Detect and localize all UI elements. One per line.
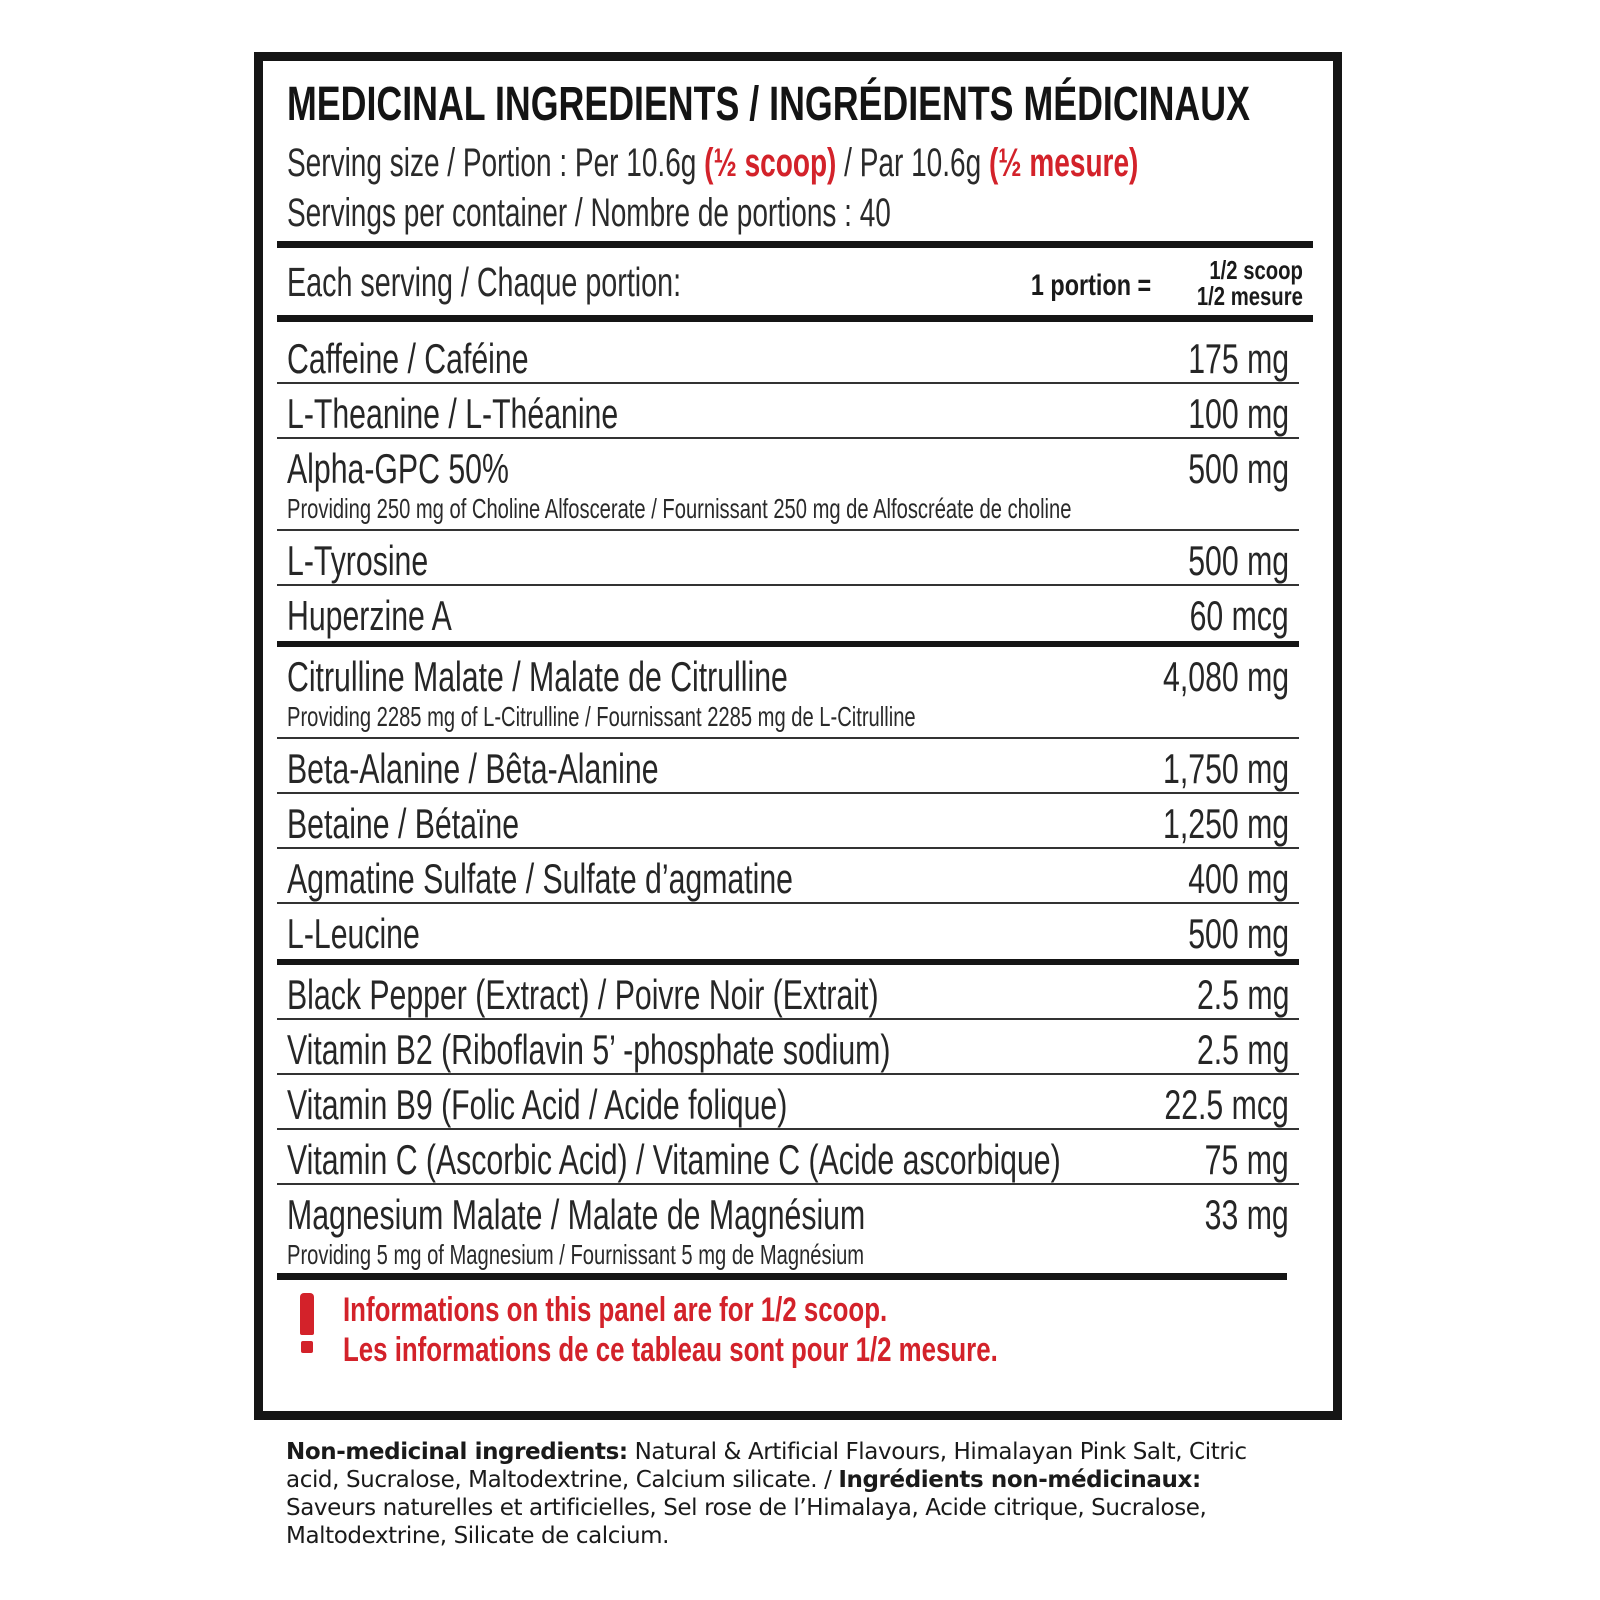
ingredient-name: Black Pepper (Extract) / Poivre Noir (Extrait)	[287, 971, 879, 1018]
ingredient-name: Citrulline Malate / Malate de Citrulline	[287, 653, 788, 700]
ingredient-row	[277, 904, 1299, 959]
ingredient-row	[277, 439, 1299, 531]
ingredient-row	[277, 739, 1299, 794]
divider	[277, 315, 1313, 322]
ingredient-row	[277, 647, 1299, 739]
serving-per-en: Per 10.6g	[574, 141, 697, 185]
ingredient-row	[277, 586, 1299, 641]
ingredient-amount: 500 mg	[1188, 445, 1289, 492]
servings-per-container: Servings per container / Nombre de portions : 40	[287, 191, 891, 235]
ingredient-row	[277, 1130, 1299, 1185]
portion-equivalence	[1003, 255, 1303, 315]
ingredient-amount: 500 mg	[1188, 910, 1289, 957]
warning-line-en: Informations on this panel are for 1/2 scoop.	[343, 1291, 888, 1329]
ingredient-name: Vitamin C (Ascorbic Acid) / Vitamine C (Acide ascorbique)	[287, 1136, 1061, 1183]
ingredient-row	[277, 849, 1299, 904]
non-medicinal-text-fr: Saveurs naturelles et artificielles, Sel rose de l’Himalaya, Acide citrique, Sucralose, Maltodextrine, Silicate de calcium.	[286, 1495, 1207, 1549]
serving-separator: /	[844, 141, 852, 185]
ingredient-name: Alpha-GPC 50%	[287, 445, 509, 492]
exclamation-icon	[295, 1293, 319, 1355]
ingredient-amount: 1,250 mg	[1162, 800, 1289, 847]
ingredient-name: L-Tyrosine	[287, 537, 429, 584]
non-medicinal-label-fr: Ingrédients non-médicinaux:	[838, 1467, 1201, 1493]
ingredient-amount: 60 mcg	[1189, 592, 1289, 639]
ingredient-name: Agmatine Sulfate / Sulfate d’agmatine	[287, 855, 793, 902]
ingredient-amount: 33 mg	[1204, 1191, 1289, 1238]
ingredient-row	[277, 384, 1299, 439]
portion-eq-label: 1 portion =	[1030, 269, 1151, 302]
warning-line-fr: Les informations de ce tableau sont pour 1/2 mesure.	[343, 1331, 998, 1369]
serving-size-line	[287, 141, 1138, 186]
ingredient-name: Caffeine / Caféine	[287, 335, 529, 382]
ingredient-name: Magnesium Malate / Malate de Magnésium	[287, 1191, 866, 1238]
portion-scoop: 1/2 scoop	[1209, 255, 1303, 285]
ingredient-name: L-Leucine	[287, 910, 420, 957]
non-medicinal-label-en: Non-medicinal ingredients:	[286, 1439, 628, 1465]
ingredient-note: Providing 250 mg of Choline Alfoscerate / Fournissant 250 mg de Alfoscréate de choline	[287, 493, 1072, 524]
non-medicinal-ingredients	[286, 1438, 1296, 1550]
ingredient-amount: 4,080 mg	[1162, 653, 1289, 700]
serving-size-label: Serving size / Portion :	[287, 141, 568, 185]
ingredient-amount: 500 mg	[1188, 537, 1289, 584]
ingredient-amount: 100 mg	[1188, 390, 1289, 437]
ingredient-note: Providing 2285 mg of L-Citrulline / Fournissant 2285 mg de L-Citrulline	[287, 701, 916, 732]
ingredient-row	[277, 1020, 1299, 1075]
ingredient-row	[277, 965, 1299, 1020]
ingredient-name: Huperzine A	[287, 592, 452, 639]
ingredient-note: Providing 5 mg of Magnesium / Fournissant 5 mg de Magnésium	[287, 1239, 865, 1270]
serving-scoop-en: (½ scoop)	[704, 141, 837, 185]
ingredient-amount: 1,750 mg	[1162, 745, 1289, 792]
each-serving-label: Each serving / Chaque portion:	[287, 259, 682, 305]
serving-per-fr: Par 10.6g	[859, 141, 982, 185]
portion-mesure: 1/2 mesure	[1197, 281, 1303, 311]
non-medicinal-text-en: Natural & Artificial Flavours, Himalayan Pink Salt, Citric acid, Sucralose, Maltodextrine, Calcium silicate. /	[286, 1439, 1247, 1493]
ingredient-amount: 22.5 mcg	[1164, 1081, 1289, 1128]
medicinal-ingredients-panel	[254, 52, 1342, 1420]
ingredient-amount: 75 mg	[1204, 1136, 1289, 1183]
divider	[277, 241, 1313, 248]
ingredient-row	[277, 1075, 1299, 1130]
ingredient-amount: 2.5 mg	[1196, 1026, 1289, 1073]
ingredient-amount: 400 mg	[1188, 855, 1289, 902]
ingredient-name: Vitamin B2 (Riboflavin 5’ -phosphate sodium)	[287, 1026, 891, 1073]
panel-title: MEDICINAL INGREDIENTS / INGRÉDIENTS MÉDICINAUX	[287, 78, 1250, 131]
ingredient-row	[277, 531, 1299, 586]
ingredient-name: L-Theanine / L-Théanine	[287, 390, 619, 437]
ingredient-table	[277, 329, 1299, 1277]
serving-scoop-fr: (½ mesure)	[988, 141, 1139, 185]
ingredient-amount: 175 mg	[1188, 335, 1289, 382]
divider	[277, 1273, 1287, 1280]
ingredient-name: Beta-Alanine / Bêta-Alanine	[287, 745, 659, 792]
ingredient-row	[277, 794, 1299, 849]
ingredient-name: Betaine / Bétaïne	[287, 800, 520, 847]
ingredient-row	[277, 1185, 1299, 1277]
ingredient-amount: 2.5 mg	[1196, 971, 1289, 1018]
ingredient-name: Vitamin B9 (Folic Acid / Acide folique)	[287, 1081, 788, 1128]
ingredient-row	[277, 329, 1299, 384]
